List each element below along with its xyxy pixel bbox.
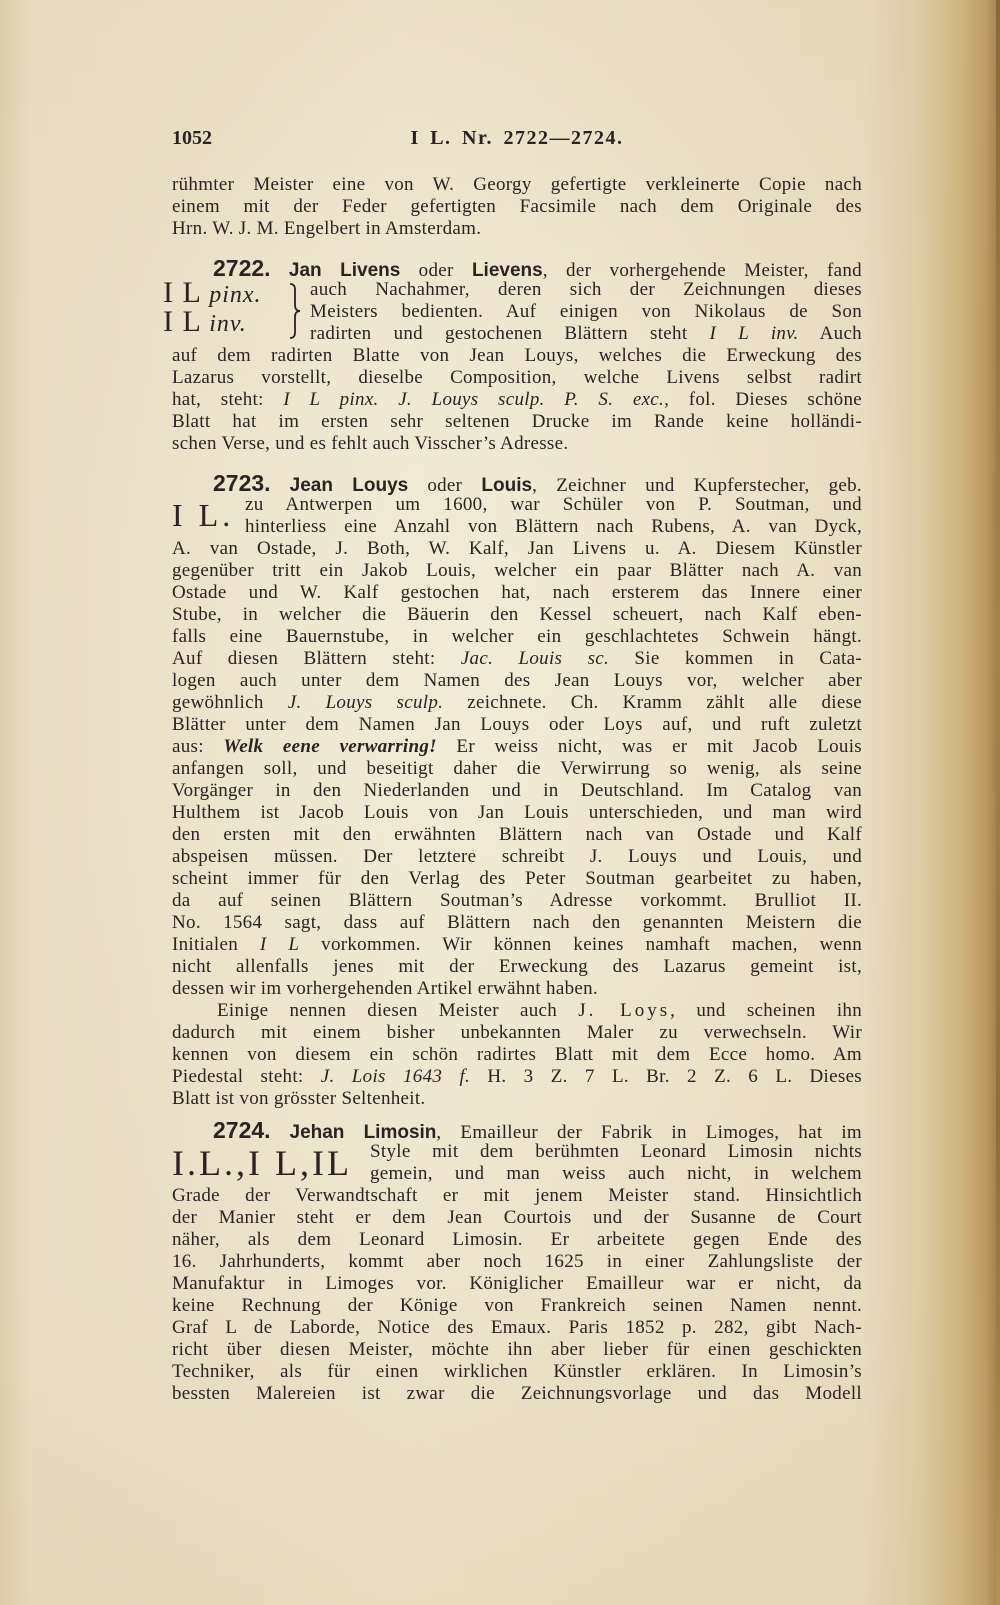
text-line: Style mit dem berühmten Leonard Limosin nichts bbox=[370, 1141, 862, 1162]
text-segment: Auch bbox=[798, 323, 862, 344]
text-segment: , und scheinen ihn bbox=[670, 1000, 862, 1021]
text-line: 16. Jahrhunderts, kommt aber noch 1625 in einer Zahlungsliste der bbox=[172, 1251, 862, 1272]
text-line: A. van Ostade, J. Both, W. Kalf, Jan Livens u. A. Diesem Künstler bbox=[172, 538, 862, 559]
text-segment: , fol. Dieses schöne bbox=[664, 389, 862, 410]
text-line: gemein, und man weiss auch nicht, in welchem bbox=[370, 1163, 862, 1184]
text-line: kennen von diesem ein schön radirtes Blatt mit dem Ecce homo. Am bbox=[172, 1044, 862, 1065]
entry-number: 2723. bbox=[213, 470, 271, 496]
text-line: gegenüber tritt ein Jakob Louis, welcher ein paar Blätter nach A. van bbox=[172, 560, 862, 581]
text-line bbox=[172, 736, 862, 758]
text-line: zu Antwerpen um 1600, war Schüler von P. Soutman, und bbox=[245, 494, 862, 515]
italic-inscription: I L inv. bbox=[709, 323, 799, 344]
text-line: Hulthem ist Jacob Louis von Jan Louis unterschieden, und man wird bbox=[172, 802, 862, 823]
text-line: den ersten mit den erwähnten Blättern nach van Ostade und Kalf bbox=[172, 824, 862, 845]
artist-name-variant: Louis bbox=[481, 475, 533, 496]
text-line: nicht allenfalls jenes mit der Erweckung des Lazarus gemeint ist, bbox=[172, 956, 862, 977]
curly-brace bbox=[288, 283, 302, 339]
text-line: falls eine Bauernstube, in welcher ein geschlachtetes Schwein hängt. bbox=[172, 626, 862, 647]
text-line: Blatt hat im ersten sehr seltenen Drucke im Rande keine holländi- bbox=[172, 411, 862, 432]
entry-2723 bbox=[172, 472, 862, 1110]
entry-heading-line bbox=[172, 472, 862, 494]
text-segment: Initialen bbox=[172, 934, 260, 955]
monogram-suffix: pinx. bbox=[209, 282, 262, 308]
text-line bbox=[172, 648, 862, 670]
artist-name-variant: Lievens bbox=[471, 260, 543, 281]
text-line: einem mit der Feder gefertigten Facsimile nach dem Originale des bbox=[172, 196, 862, 217]
monogram-i-l-inv bbox=[163, 307, 247, 339]
text-segment: hat, steht: bbox=[172, 389, 284, 410]
entry-number: 2724. bbox=[213, 1117, 271, 1143]
text-line bbox=[172, 692, 862, 714]
name-connector: oder bbox=[427, 475, 463, 496]
text-segment: Sie kommen in Cata- bbox=[609, 648, 862, 669]
text-line: rühmter Meister eine von W. Georgy gefertigte verkleinerte Copie nach bbox=[172, 174, 862, 195]
entry-2722 bbox=[163, 255, 862, 455]
heading-text: , Zeichner und Kupferstecher, geb. bbox=[532, 475, 862, 496]
text-line: schen Verse, und es fehlt auch Visscher’s Adresse. bbox=[172, 433, 569, 454]
text-line: abspeisen müssen. Der letztere schreibt J. Louys und Louis, und bbox=[172, 846, 862, 867]
text-line: No. 1564 sagt, dass auf Blättern nach den genannten Meistern die bbox=[172, 912, 862, 933]
monogram-i-l: I L. bbox=[172, 497, 235, 533]
text-line: Ostade und W. Kalf gestochen hat, nach ersterem das Innere einer bbox=[172, 582, 862, 603]
text-segment: vorkommen. Wir können keines namhaft machen, wenn bbox=[299, 934, 862, 955]
text-line: bessten Malereien ist zwar die Zeichnungsvorlage und das Modell bbox=[172, 1383, 862, 1404]
text-line: dadurch mit einem bisher unbekannten Maler zu verwechseln. Wir bbox=[172, 1022, 862, 1043]
text-line: Hrn. W. J. M. Engelbert in Amsterdam. bbox=[172, 218, 482, 239]
text-segment: gewöhnlich bbox=[172, 692, 288, 713]
text-segment: Er weiss nicht, was er mit Jacob Louis bbox=[436, 736, 862, 757]
text-line: Techniker, als für einen wirklichen Künstler erklären. In Limosin’s bbox=[172, 1361, 862, 1382]
text-line: richt über diesen Meister, möchte ihn aber lieber für einen geschickten bbox=[172, 1339, 862, 1360]
entry-number: 2722. bbox=[213, 255, 271, 281]
text-line: Manufaktur in Limoges vor. Königlicher Emailleur war er nicht, da bbox=[172, 1273, 862, 1294]
text-line: Blätter unter dem Namen Jan Louys oder Loys auf, und ruft zuletzt bbox=[172, 714, 862, 735]
entry-heading-line bbox=[172, 257, 862, 279]
text-line: Lazarus vorstellt, dieselbe Composition, welche Livens selbst radirt bbox=[172, 367, 862, 388]
italic-inscription: I L pinx. J. Louys sculp. P. S. exc. bbox=[283, 389, 665, 410]
text-line: dessen wir im vorhergehenden Artikel erwähnt haben. bbox=[172, 978, 598, 999]
name-connector: oder bbox=[418, 260, 454, 281]
text-line: näher, als dem Leonard Limosin. Er arbeitete gegen Ende des bbox=[172, 1229, 862, 1250]
text-line: Vorgänger in den Niederlanden und in Deutschland. Im Catalog van bbox=[172, 780, 862, 801]
text-line: da auf seinen Blättern Soutman’s Adresse vorkommt. Brulliot II. bbox=[172, 890, 862, 911]
intro-paragraph bbox=[172, 174, 862, 240]
heading-text: , der vorhergehende Meister, fand bbox=[542, 260, 862, 281]
text-segment: Piedestal steht: bbox=[172, 1066, 321, 1087]
page-number: 1052 bbox=[172, 127, 212, 149]
italic-inscription: Jac. Louis sc. bbox=[460, 648, 610, 669]
text-segment: Einige nennen diesen Meister auch bbox=[217, 1000, 579, 1021]
monogram-letters: I L bbox=[163, 276, 201, 309]
text-segment: H. 3 Z. 7 L. Br. 2 Z. 6 L. Dieses bbox=[470, 1066, 862, 1087]
page-edge bbox=[996, 0, 1000, 1605]
text-column bbox=[163, 127, 862, 1405]
text-line: auch Nachahmer, deren sich der Zeichnungen dieses bbox=[310, 279, 862, 300]
text-line: anfangen soll, und beseitigt daher die Verwirrung so wenig, als seine bbox=[172, 758, 862, 779]
text-line bbox=[172, 934, 862, 956]
text-line: hinterliess eine Anzahl von Blättern nach Rubens, A. van Dyck, bbox=[245, 516, 862, 537]
text-line: Blatt ist von grösster Seltenheit. bbox=[172, 1088, 426, 1109]
text-line: Grade der Verwandtschaft er mit jenem Meister stand. Hinsichtlich bbox=[172, 1185, 862, 1206]
text-line: auf dem radirten Blatte von Jean Louys, welches die Erweckung des bbox=[172, 345, 862, 366]
artist-name: Jehan Limosin bbox=[289, 1122, 437, 1143]
text-line bbox=[172, 389, 862, 411]
artist-name: Jan Livens bbox=[288, 260, 401, 281]
entry-2724 bbox=[172, 1119, 862, 1405]
text-line: logen auch unter dem Namen des Jean Louys vor, welcher aber bbox=[172, 670, 862, 691]
text-line bbox=[172, 1000, 862, 1022]
monogram-i-l-variants: I.L.,I L,IL bbox=[172, 1143, 352, 1183]
text-segment: aus: bbox=[172, 736, 224, 757]
monogram-suffix: inv. bbox=[209, 311, 247, 337]
artist-name: Jean Louys bbox=[289, 475, 409, 496]
text-segment: zeichnete. Ch. Kramm zählt alle diese bbox=[443, 692, 862, 713]
text-segment: radirten und gestochenen Blättern steht bbox=[310, 323, 710, 344]
running-title: I L. Nr. 2722—2724. bbox=[410, 127, 624, 149]
heading-text: , Emailleur der Fabrik in Limoges, hat im bbox=[436, 1122, 862, 1143]
spaced-name: J. Loys bbox=[578, 1000, 671, 1021]
entry-heading-line bbox=[172, 1119, 862, 1141]
text-line: der Manier steht er dem Jean Courtois und der Susanne de Court bbox=[172, 1207, 862, 1228]
text-line bbox=[172, 323, 862, 345]
text-segment: Auf diesen Blättern steht: bbox=[172, 648, 461, 669]
text-line: Meisters bedienten. Auf einigen von Nikolaus de Son bbox=[310, 301, 862, 322]
text-line: Graf L de Laborde, Notice des Emaux. Paris 1852 p. 282, gibt Nach- bbox=[172, 1317, 862, 1338]
italic-inscription: I L bbox=[259, 934, 300, 955]
text-line bbox=[172, 1066, 862, 1088]
italic-inscription: J. Louys sculp. bbox=[287, 692, 444, 713]
text-line: Stube, in welcher die Bäuerin den Kessel scheuert, nach Kalf eben- bbox=[172, 604, 862, 625]
page-header bbox=[172, 127, 862, 149]
monogram-letters: I L bbox=[163, 305, 201, 338]
bold-italic-quote: Welk eene verwarring! bbox=[223, 736, 437, 757]
italic-inscription: J. Lois 1643 f. bbox=[320, 1066, 471, 1087]
text-line: keine Rechnung der Könige von Frankreich seinen Namen nennt. bbox=[172, 1295, 862, 1316]
text-line: scheint immer für den Verlag des Peter Soutman gearbeitet zu haben, bbox=[172, 868, 862, 889]
